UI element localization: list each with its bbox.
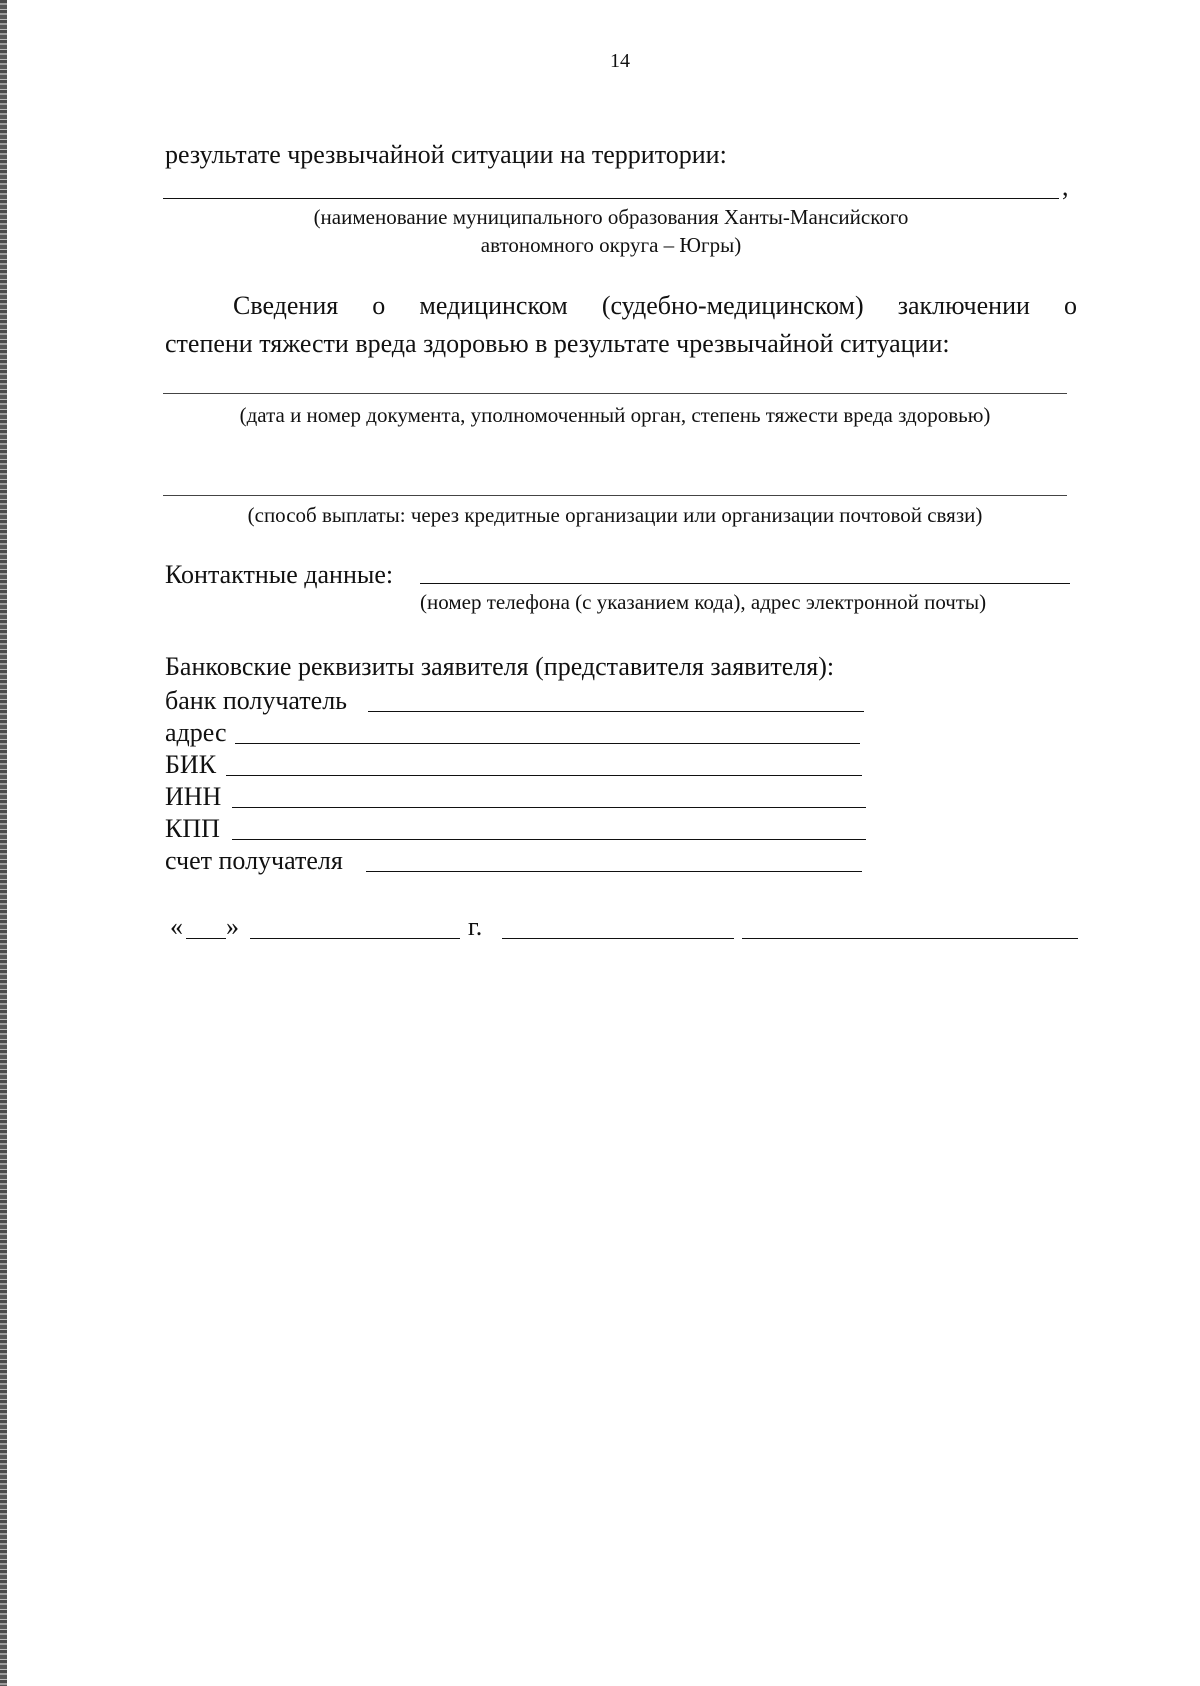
medical-note: (дата и номер документа, уполномоченный орган, степень тяжести вреда здоровью) xyxy=(239,403,991,427)
page-number: 14 xyxy=(610,50,630,72)
contacts-field-line[interactable] xyxy=(420,583,1070,584)
bank-field-label-address: адрес xyxy=(165,718,227,747)
bank-field-line-inn[interactable] xyxy=(232,807,866,808)
date-year-suffix: г. xyxy=(468,912,483,941)
territory-note-line2: автономного округа – Югры) xyxy=(480,233,742,257)
bank-field-label-inn: ИНН xyxy=(165,782,222,811)
date-month-line[interactable] xyxy=(250,938,460,939)
date-quote-open: « xyxy=(170,912,183,941)
bank-field-line-recipient-bank[interactable] xyxy=(368,711,864,712)
bank-field-label-recipient-bank: банк получатель xyxy=(165,686,348,715)
payment-field-line[interactable] xyxy=(163,495,1067,496)
signature-line[interactable] xyxy=(742,938,1078,939)
medical-line2: степени тяжести вреда здоровью в результате чрезвычайной ситуации: xyxy=(165,329,950,358)
bank-field-line-kpp[interactable] xyxy=(232,839,866,840)
territory-field-line[interactable] xyxy=(163,198,1059,199)
medical-field-line[interactable] xyxy=(163,393,1067,394)
bank-field-label-bik: БИК xyxy=(165,750,217,779)
scan-edge xyxy=(0,0,7,1686)
bank-field-line-address[interactable] xyxy=(235,743,860,744)
territory-comma: , xyxy=(1062,172,1069,201)
date-quote-close: » xyxy=(226,912,239,941)
territory-heading: результате чрезвычайной ситуации на территории: xyxy=(165,140,727,169)
bank-field-line-bik[interactable] xyxy=(226,775,862,776)
payment-note: (способ выплаты: через кредитные организации или организации почтовой связи) xyxy=(247,503,983,527)
bank-heading: Банковские реквизиты заявителя (представителя заявителя): xyxy=(165,652,835,681)
bank-field-label-account: счет получателя xyxy=(165,846,343,875)
contacts-note: (номер телефона (с указанием кода), адрес электронной почты) xyxy=(420,590,987,614)
medical-line1: Сведения о медицинском (судебно-медицинском) заключении о xyxy=(233,291,1077,320)
territory-note-line1: (наименование муниципального образования Ханты-Мансийского xyxy=(313,205,909,229)
date-day-line[interactable] xyxy=(186,938,226,939)
contacts-label: Контактные данные: xyxy=(165,560,394,589)
signature-name-line[interactable] xyxy=(502,938,734,939)
bank-field-line-account[interactable] xyxy=(366,871,862,872)
bank-field-label-kpp: КПП xyxy=(165,814,220,843)
